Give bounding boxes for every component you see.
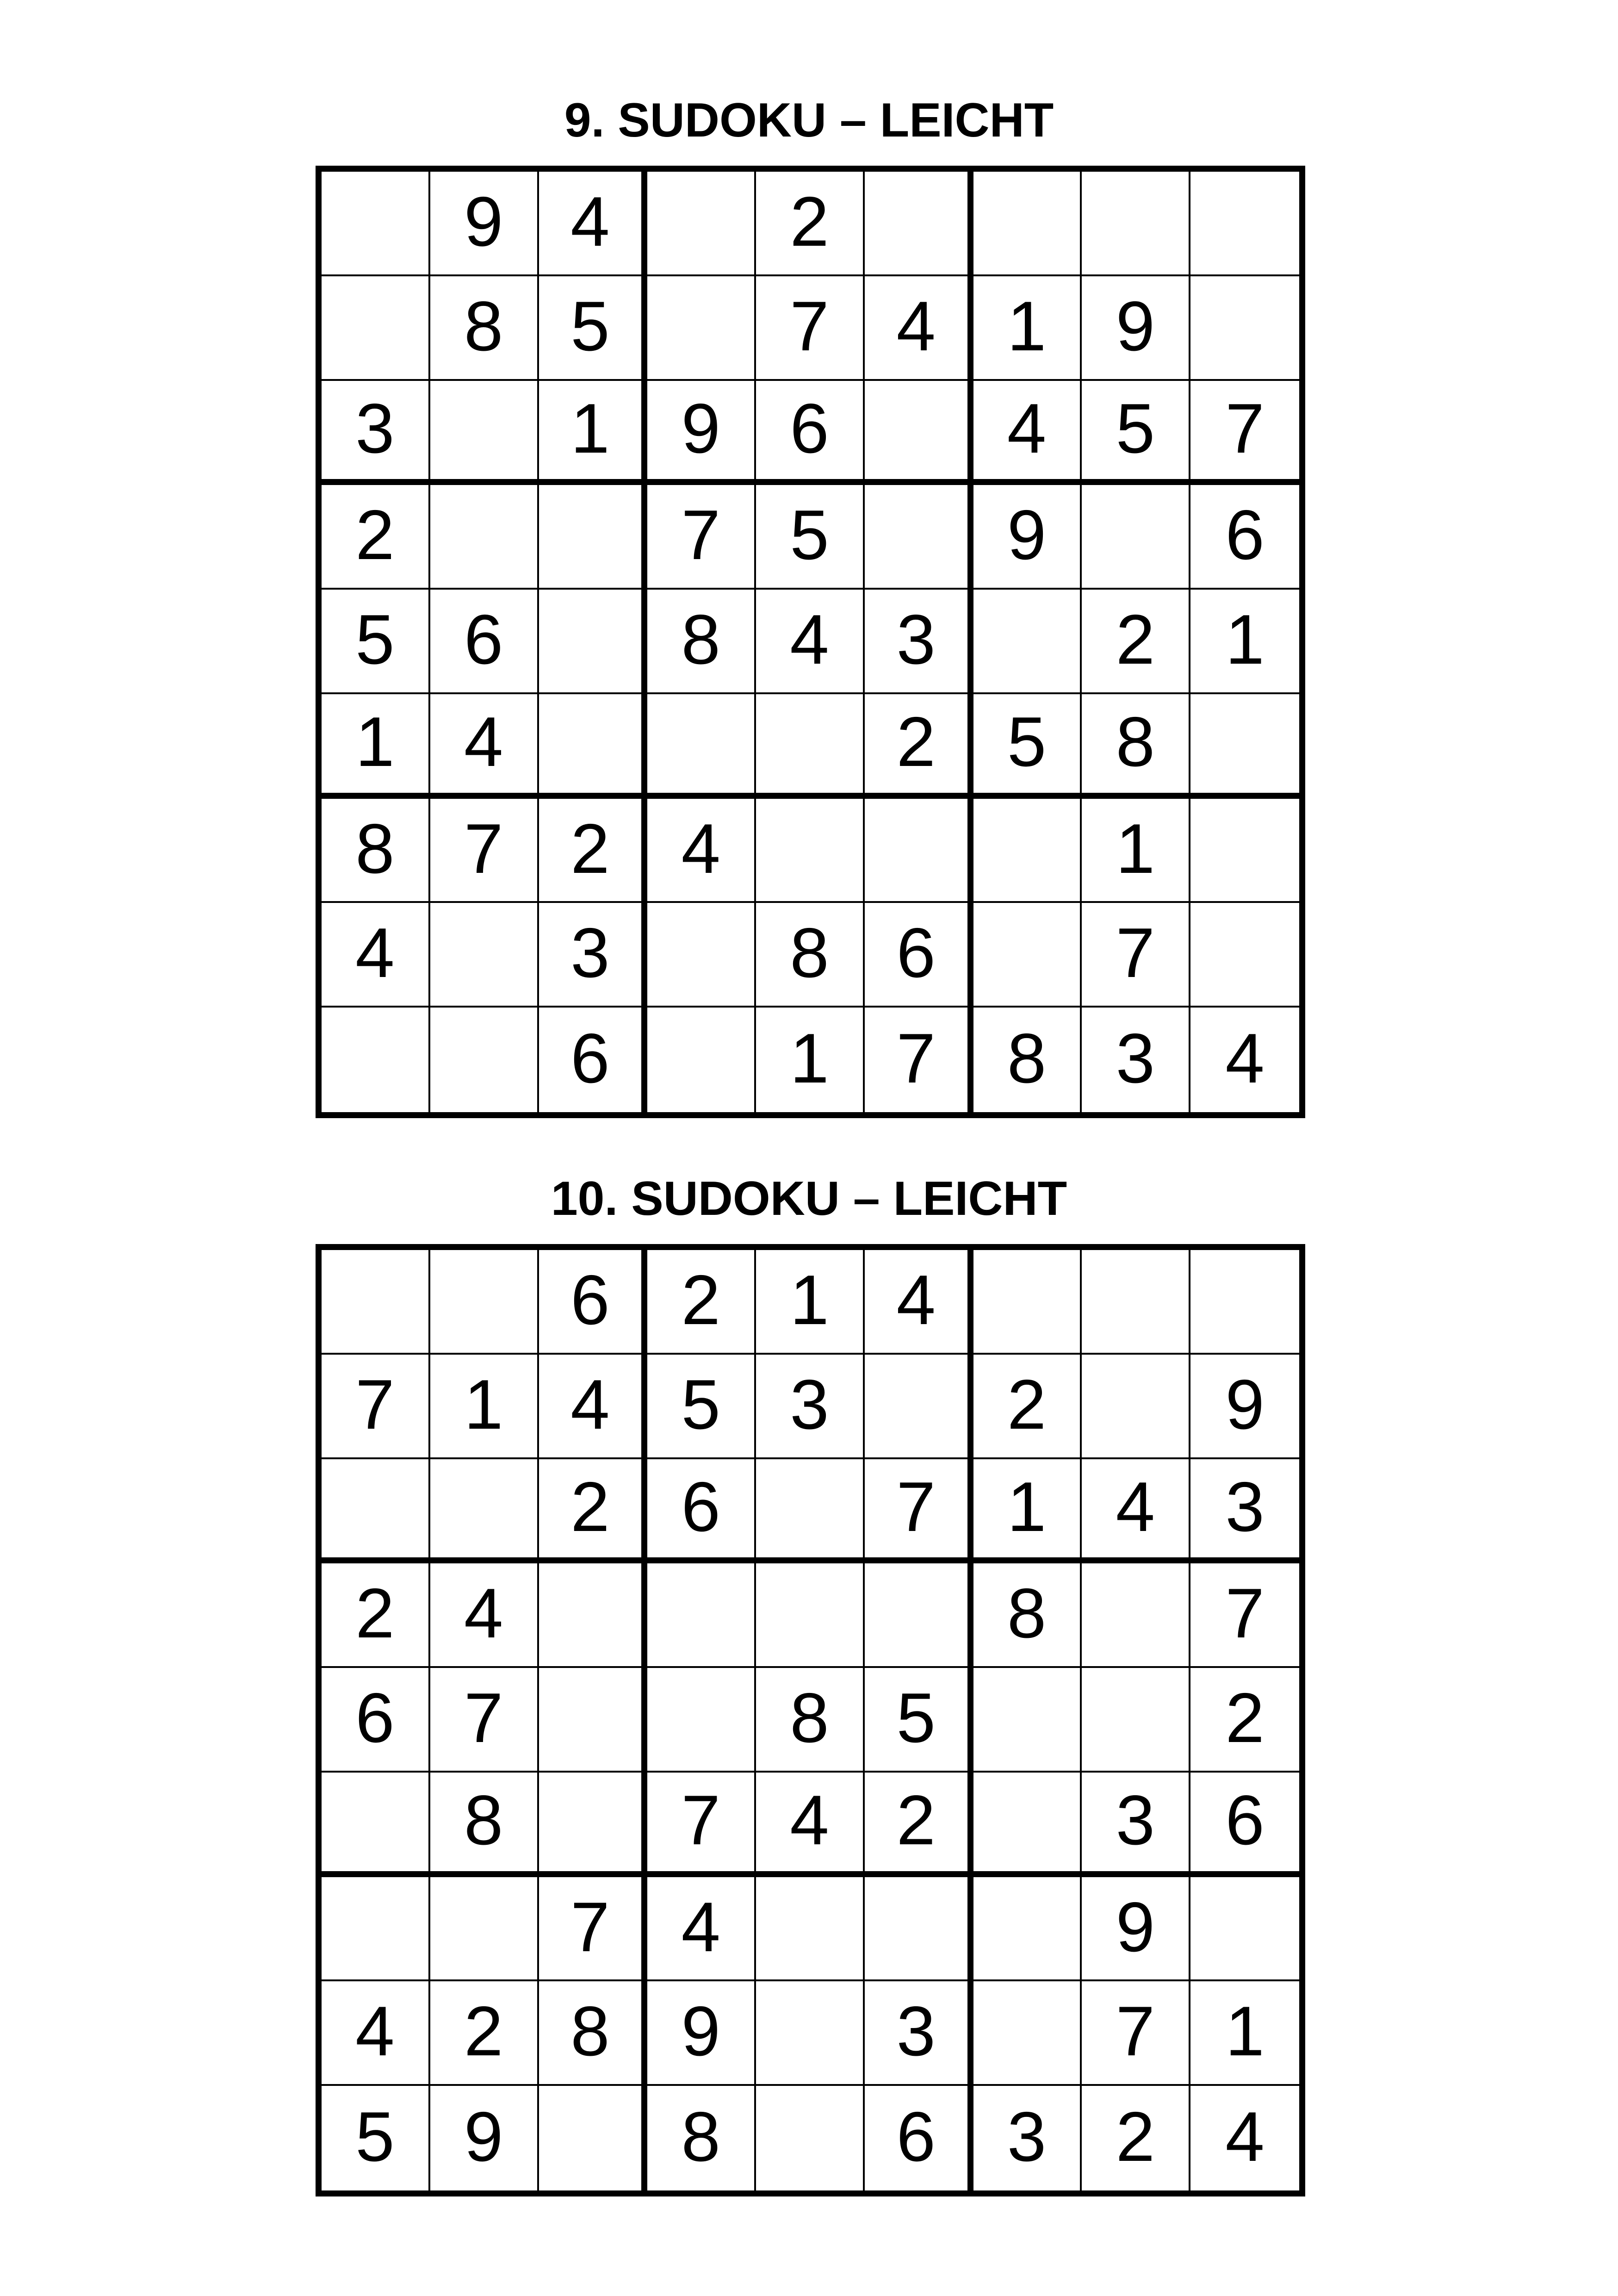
sudoku-cell[interactable]: 9 — [430, 172, 539, 276]
sudoku-cell[interactable] — [973, 1250, 1082, 1355]
sudoku-cell[interactable] — [973, 1877, 1082, 1982]
sudoku-cell[interactable]: 6 — [865, 903, 973, 1008]
sudoku-cell[interactable]: 2 — [756, 172, 865, 276]
sudoku-cell[interactable] — [322, 1877, 430, 1982]
sudoku-cell[interactable]: 4 — [539, 172, 648, 276]
sudoku-cell[interactable]: 4 — [1082, 1459, 1190, 1564]
sudoku-cell[interactable] — [756, 694, 865, 799]
sudoku-cell[interactable]: 2 — [1082, 590, 1190, 694]
sudoku-cell[interactable]: 4 — [430, 1563, 539, 1668]
sudoku-cell[interactable] — [430, 381, 539, 485]
sudoku-cell[interactable] — [1190, 799, 1299, 903]
sudoku-cell[interactable]: 6 — [539, 1250, 648, 1355]
sudoku-cell[interactable]: 6 — [647, 1459, 756, 1564]
sudoku-cell[interactable] — [539, 1773, 648, 1877]
sudoku-cell[interactable] — [756, 1877, 865, 1982]
sudoku-cell[interactable]: 5 — [539, 276, 648, 381]
sudoku-cell[interactable]: 4 — [430, 694, 539, 799]
sudoku-cell[interactable]: 7 — [1190, 381, 1299, 485]
sudoku-grid — [316, 1244, 1305, 2196]
sudoku-cell[interactable] — [647, 276, 756, 381]
sudoku-cell[interactable]: 7 — [430, 799, 539, 903]
sudoku-cell[interactable] — [539, 485, 648, 590]
sudoku-cell[interactable] — [322, 1773, 430, 1877]
sudoku-cell[interactable]: 7 — [756, 276, 865, 381]
sudoku-cell[interactable] — [430, 1877, 539, 1982]
sudoku-cell[interactable] — [865, 172, 973, 276]
puzzle-title: 10. SUDOKU – LEICHT — [551, 1172, 1067, 1226]
sudoku-cell[interactable]: 7 — [1190, 1563, 1299, 1668]
sudoku-cell[interactable]: 3 — [865, 1981, 973, 2086]
sudoku-cell[interactable]: 9 — [1082, 276, 1190, 381]
sudoku-cell[interactable]: 8 — [1082, 694, 1190, 799]
sudoku-cell[interactable] — [865, 799, 973, 903]
sudoku-cell[interactable]: 9 — [647, 1981, 756, 2086]
sudoku-cell[interactable] — [322, 172, 430, 276]
sudoku-cell[interactable]: 1 — [973, 1459, 1082, 1564]
sudoku-cell[interactable]: 4 — [865, 1250, 973, 1355]
sudoku-cell[interactable]: 6 — [322, 1668, 430, 1773]
sudoku-cell[interactable] — [1082, 172, 1190, 276]
sudoku-cell[interactable]: 4 — [756, 1773, 865, 1877]
sudoku-cell[interactable] — [1082, 485, 1190, 590]
sudoku-cell[interactable] — [539, 590, 648, 694]
sudoku-cell[interactable]: 2 — [865, 1773, 973, 1877]
sudoku-cell[interactable]: 5 — [756, 485, 865, 590]
sudoku-cell[interactable]: 5 — [1082, 381, 1190, 485]
sudoku-cell[interactable]: 8 — [430, 276, 539, 381]
sudoku-cell[interactable] — [539, 694, 648, 799]
sudoku-cell[interactable]: 9 — [430, 2086, 539, 2190]
sudoku-cell[interactable]: 2 — [322, 485, 430, 590]
sudoku-cell[interactable] — [322, 1250, 430, 1355]
sudoku-cell[interactable]: 1 — [756, 1250, 865, 1355]
sudoku-cell[interactable] — [1190, 903, 1299, 1008]
sudoku-cell[interactable] — [973, 1668, 1082, 1773]
sudoku-cell[interactable] — [322, 1459, 430, 1564]
sudoku-cell[interactable]: 7 — [647, 485, 756, 590]
sudoku-cell[interactable]: 4 — [539, 1355, 648, 1459]
sudoku-cell[interactable] — [973, 903, 1082, 1008]
sudoku-cell[interactable] — [647, 1008, 756, 1112]
sudoku-cell[interactable]: 7 — [647, 1773, 756, 1877]
sudoku-cell[interactable]: 4 — [1225, 2097, 1265, 2177]
sudoku-cell[interactable]: 1 — [1082, 799, 1190, 903]
sudoku-cell[interactable] — [1082, 1250, 1190, 1355]
sudoku-cell[interactable]: 3 — [756, 1355, 865, 1459]
sudoku-cell[interactable]: 3 — [865, 590, 973, 694]
sudoku-cell[interactable] — [973, 172, 1082, 276]
sudoku-cell[interactable]: 8 — [647, 2086, 756, 2190]
sudoku-cell[interactable]: 4 — [1225, 1019, 1265, 1098]
sudoku-cell[interactable]: 1 — [756, 1008, 865, 1112]
sudoku-cell[interactable]: 1 — [430, 1355, 539, 1459]
sudoku-cell[interactable]: 7 — [865, 1459, 973, 1564]
sudoku-cell[interactable] — [756, 1563, 865, 1668]
sudoku-cell[interactable] — [973, 1981, 1082, 2086]
sudoku-cell[interactable]: 3 — [1190, 1459, 1299, 1564]
sudoku-cell[interactable]: 4 — [756, 590, 865, 694]
sudoku-cell[interactable]: 6 — [756, 381, 865, 485]
sudoku-cell[interactable] — [756, 2086, 865, 2190]
sudoku-cell[interactable]: 5 — [647, 1355, 756, 1459]
sudoku-cell[interactable]: 5 — [865, 1668, 973, 1773]
sudoku-cell[interactable] — [1082, 1668, 1190, 1773]
sudoku-cell[interactable] — [865, 1877, 973, 1982]
sudoku-cell[interactable] — [973, 590, 1082, 694]
sudoku-cell[interactable] — [430, 485, 539, 590]
sudoku-cell[interactable]: 8 — [973, 1008, 1082, 1112]
sudoku-cell[interactable]: 6 — [1190, 485, 1299, 590]
sudoku-cell[interactable]: 2 — [1082, 2086, 1190, 2190]
sudoku-cell[interactable] — [756, 1459, 865, 1564]
sudoku-cell[interactable] — [1190, 172, 1299, 276]
sudoku-cell[interactable]: 3 — [322, 381, 430, 485]
sudoku-cell[interactable]: 8 — [973, 1563, 1082, 1668]
sudoku-cell[interactable] — [756, 799, 865, 903]
sudoku-cell[interactable]: 8 — [647, 590, 756, 694]
sudoku-cell[interactable]: 1 — [1190, 1981, 1299, 2086]
sudoku-cell[interactable] — [647, 172, 756, 276]
sudoku-cell[interactable]: 2 — [1190, 1668, 1299, 1773]
sudoku-cell[interactable]: 7 — [865, 1008, 973, 1112]
sudoku-cell[interactable]: 2 — [539, 799, 648, 903]
sudoku-cell[interactable] — [1190, 276, 1299, 381]
sudoku-cell[interactable] — [865, 1563, 973, 1668]
sudoku-cell[interactable] — [865, 381, 973, 485]
sudoku-cell[interactable]: 9 — [1190, 1355, 1299, 1459]
sudoku-cell[interactable]: 3 — [973, 2086, 1082, 2190]
sudoku-cell[interactable]: 3 — [539, 903, 648, 1008]
sudoku-cell[interactable] — [430, 903, 539, 1008]
sudoku-cell[interactable]: 4 — [322, 903, 430, 1008]
sudoku-cell[interactable]: 7 — [1082, 1981, 1190, 2086]
sudoku-cell[interactable] — [539, 1668, 648, 1773]
sudoku-cell[interactable]: 6 — [430, 590, 539, 694]
sudoku-cell[interactable] — [647, 1563, 756, 1668]
sudoku-cell[interactable] — [430, 1008, 539, 1112]
sudoku-cell[interactable]: 8 — [756, 1668, 865, 1773]
sudoku-cell[interactable]: 6 — [539, 1008, 648, 1112]
sudoku-cell[interactable] — [973, 1773, 1082, 1877]
sudoku-cell[interactable]: 9 — [973, 485, 1082, 590]
sudoku-cell[interactable]: 4 — [647, 1877, 756, 1982]
sudoku-cell[interactable] — [322, 276, 430, 381]
sudoku-cell[interactable] — [539, 2086, 648, 2190]
sudoku-cell[interactable] — [973, 799, 1082, 903]
sudoku-cell[interactable]: 8 — [539, 1981, 648, 2086]
sudoku-cell[interactable]: 2 — [973, 1355, 1082, 1459]
sudoku-cell[interactable]: 4 — [973, 381, 1082, 485]
sudoku-cell[interactable] — [1082, 1563, 1190, 1668]
sudoku-cell[interactable] — [647, 903, 756, 1008]
sudoku-cell[interactable]: 4 — [647, 799, 756, 903]
sudoku-cell[interactable]: 2 — [322, 1563, 430, 1668]
sudoku-cell[interactable]: 7 — [322, 1355, 430, 1459]
sudoku-cell[interactable]: 5 — [973, 694, 1082, 799]
sudoku-cell[interactable]: 7 — [539, 1877, 648, 1982]
sudoku-cell[interactable]: 2 — [430, 1981, 539, 2086]
sudoku-cell[interactable]: 2 — [539, 1459, 648, 1564]
sudoku-cell[interactable] — [322, 1008, 430, 1112]
sudoku-cell[interactable] — [1190, 1250, 1299, 1355]
sudoku-cell[interactable] — [430, 1459, 539, 1564]
sudoku-cell[interactable]: 9 — [647, 381, 756, 485]
sudoku-cell[interactable]: 3 — [1082, 1773, 1190, 1877]
sudoku-cell[interactable] — [647, 1668, 756, 1773]
sudoku-grid — [316, 166, 1305, 1118]
sudoku-cell[interactable] — [1082, 1355, 1190, 1459]
sudoku-cell[interactable]: 4 — [865, 276, 973, 381]
sudoku-cell[interactable]: 9 — [1082, 1877, 1190, 1982]
sudoku-cell[interactable]: 1 — [973, 276, 1082, 381]
sudoku-cell[interactable]: 6 — [1190, 1773, 1299, 1877]
sudoku-cell[interactable]: 2 — [647, 1250, 756, 1355]
sudoku-cell[interactable]: 8 — [322, 799, 430, 903]
sudoku-cell[interactable] — [647, 694, 756, 799]
sudoku-cell[interactable]: 1 — [1190, 590, 1299, 694]
sudoku-cell[interactable]: 7 — [430, 1668, 539, 1773]
sudoku-cell[interactable]: 6 — [865, 2086, 973, 2190]
sudoku-cell[interactable] — [1190, 694, 1299, 799]
sudoku-cell[interactable]: 2 — [865, 694, 973, 799]
sudoku-cell[interactable]: 5 — [322, 2086, 430, 2190]
sudoku-cell[interactable] — [539, 1563, 648, 1668]
sudoku-cell[interactable]: 7 — [1082, 903, 1190, 1008]
sudoku-cell[interactable] — [865, 1355, 973, 1459]
sudoku-cell[interactable]: 8 — [756, 903, 865, 1008]
sudoku-cell[interactable]: 5 — [322, 590, 430, 694]
sudoku-cell[interactable] — [430, 1250, 539, 1355]
puzzle-title: 9. SUDOKU – LEICHT — [564, 93, 1054, 147]
sudoku-cell[interactable] — [756, 1981, 865, 2086]
sudoku-cell[interactable]: 4 — [322, 1981, 430, 2086]
sudoku-cell[interactable]: 8 — [430, 1773, 539, 1877]
sudoku-cell[interactable]: 1 — [539, 381, 648, 485]
sudoku-cell[interactable]: 1 — [322, 694, 430, 799]
sudoku-cell[interactable]: 3 — [1082, 1008, 1190, 1112]
sudoku-cell[interactable] — [865, 485, 973, 590]
sudoku-cell[interactable] — [1190, 1877, 1299, 1982]
